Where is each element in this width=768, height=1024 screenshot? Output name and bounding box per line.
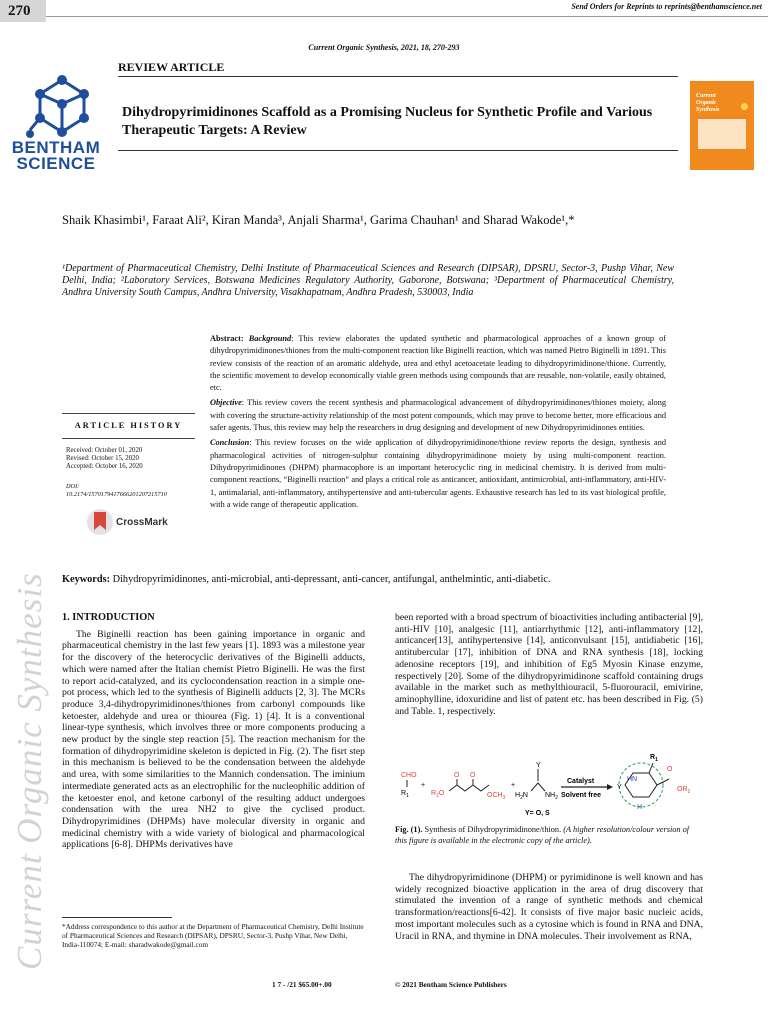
article-title: Dihydropyrimidinones Scaffold as a Promising Nucleus for Synthetic Profile and Various Therapeutic Targets: A Review — [122, 105, 653, 138]
keywords: Keywords: Dihydropyrimidinones, anti-microbial, anti-depressant, anti-cancer, antifungal, anthelmintic, anti-diabetic. — [62, 574, 551, 585]
scheme-solvent-free: Solvent free — [561, 792, 602, 799]
paragraph: The Biginelli reaction has been gaining importance in organic and pharmaceutical chemistry in the last few years [1]. 1893 was a milestone year for the discovery of the heterocyclic derivatives of the Biginelli adducts, which were named after the Italian chemist Pietro Biginelli. He was the first to report acid-catalyzed, and its cyclocondensation reaction in a simple one-pot process, which led to the synthesis of Biginelli adducts [2, 3]. The MCRs produce 3,4-dihydropyrimidinones/thiones from carbonyl compounds like ketoester, aldehyde and urea or thiourea (Fig. 1) [4]. It is a conventional linear-type synthesis, which involves three or more components producing a new product by the single step reaction [5]. The reaction mechanism for the formation of dihydropyrimidine skeleton is depicted in Fig. (2). The fisrt step in this mechanism is believed to be the condensation between the aldehyde and urea, with some similarities to the Mannich condensation. The iminium intermediate generated acts as an electrophilic for the nucleophilic addition of the ketoester enol, and ketone carbonyl of the resulting adduct undergoes condensation with the urea NH2 to give the cyclised product. Dihydropyrimidines (DHPMs) have molecular diversity in organic and medicinal chemistry with a wide variety of biological and pharmacological applications [6-8]. DHPMs derivatives have — [62, 628, 365, 851]
author-list: Shaik Khasimbi¹, Faraat Ali², Kiran Manda³, Anjali Sharma¹, Garima Chauhan¹ and Sharad Wakode¹,* — [62, 213, 575, 227]
scheme-plus: + — [421, 782, 426, 789]
paragraph: been reported with a broad spectrum of bioactivities including antibacterial [9], anti-HIV [10], analgesic [11], antiarrhythmic [12], anti-inflammatory [12], anticancer[13], antihypertensive [14], anticonvulsant [15], antidiabetic [16], antitubercular [17], inhibition of DNA and RNA synthesis [18], locking adenosine receptors [19], and inhibition of Eg5 Myosin Kinase enzyme, respectively [20]. Some of the dihydropyrimidinone scaffold containing drugs available in the market such as methylthiouracil, 5-fluorouracil, emivirine, aminophylline, idoxuridine and list of patent etc. has been described in Fig. (5) and Table. 1, respectively. — [395, 612, 703, 717]
body-column-left — [62, 612, 365, 851]
figure-caption: Fig. (1). Synthesis of Dihydropyrimidinone/thion. (A higher resolution/colour version of this figure is available in the electronic copy of the article). — [395, 825, 690, 845]
cover-badge-icon — [741, 103, 748, 110]
reprint-notice[interactable]: Send Orders for Reprints to reprints@benthamscience.net — [571, 2, 762, 11]
scheme-nh2: $NH_2$ — [545, 792, 558, 801]
reaction-scheme-figure — [395, 751, 705, 823]
scheme-y-product: Y — [617, 784, 622, 791]
scheme-cho: CHO — [401, 772, 417, 779]
scheme-catalyst: Catalyst — [567, 778, 595, 785]
page-number: 270 — [0, 0, 46, 22]
review-rule — [118, 76, 678, 77]
body-column-right-lower — [395, 872, 703, 942]
scheme-r2o: $R_2O$ — [431, 790, 445, 799]
correspondence-footnote: *Address correspondence to this author at the Department of Pharmaceutical Chemistry, Delhi Institute of Pharmaceutical Sciences and Research (DIPSAR), DPSRU, Sector-3, Pushp Vihar, New Delhi, India-110074; E-mail: sharadwakode@gmail.com — [62, 922, 364, 949]
scheme-och3: $OCH_3$ — [487, 792, 506, 801]
scheme-h: H — [637, 804, 643, 811]
scheme-r1-product: $R_1$ — [650, 754, 658, 763]
cover-image — [698, 119, 746, 149]
scheme-y-def: Y= O, S — [525, 810, 550, 817]
cover-title: Current Organic Synthesis — [696, 93, 720, 113]
scheme-or2: $OR_2$ — [677, 786, 691, 795]
price-code: 1 7 - /21 $65.00+.00 — [272, 980, 332, 989]
scheme-y: Y — [536, 762, 541, 769]
bentham-logo-icon — [22, 74, 102, 144]
history-top-rule — [62, 413, 195, 414]
footnote-rule — [62, 917, 172, 918]
crossmark-icon — [86, 506, 114, 538]
affiliations: ¹Department of Pharmaceutical Chemistry, Delhi Institute of Pharmaceutical Sciences and Research (DIPSAR), DPSRU, Sector-3, Pushp Vihar, New Delhi, India; ²Laboratory Services, Botswana Medicines Regulatory Authority, Gaborone, Botswana; ³Department of Pharmaceutical Chemistry, Andhra University South Campus, Andhra University, Visakhapatnam, Andhra Pradesh, 530003, India — [62, 263, 674, 298]
bentham-logo-text: BENTHAM SCIENCE — [11, 138, 101, 173]
title-rule — [118, 150, 678, 151]
copyright: © 2021 Bentham Science Publishers — [395, 980, 507, 989]
header-rule — [46, 16, 768, 17]
journal-citation: Current Organic Synthesis, 2021, 18, 270-293 — [308, 43, 460, 52]
scheme-hn: HN — [627, 776, 638, 783]
article-history-dates: Received: October 01, 2020 Revised: October 15, 2020 Accepted: October 16, 2020 — [66, 447, 143, 470]
journal-cover-thumbnail[interactable] — [690, 81, 754, 170]
section-heading: 1. INTRODUCTION — [62, 612, 155, 623]
article-history-title: ARTICLE HISTORY — [74, 421, 183, 430]
paragraph: The dihydropyrimidinone (DHPM) or pyrimidinone is well known and has widely recognized bioactive application in the area of drug discovery that stimulated the invention of a range of synthetic methods and chemical transformation/reactions[6-42]. It consists of five major basic nucleic acids, most important molecules such as a cytosine which is found in RNA and DNA, Uracil in RNA, and thymine in DNA molecules. Their involvement as RNA, — [395, 872, 703, 942]
scheme-plus-2: + — [511, 782, 516, 789]
crossmark-button[interactable]: CrossMark — [86, 506, 168, 538]
scheme-h2n: $H_2N$ — [515, 792, 528, 801]
scheme-o1: O — [454, 772, 460, 779]
history-bottom-rule — [62, 438, 195, 439]
scheme-o-product: O — [667, 766, 673, 773]
abstract: Abstract: Background: This review elaborates the updated synthetic and pharmacological approaches of a known group of dihydropyrimidinones/thiones from the multi-component reaction like Biginelli reaction, which was named Pietro Biginelli in 1891. This review consists of the reaction of an aromatic aldehyde, urea and ethyl acetoacetate leading to dihydropyrimidinone/thione. Currently, the scientific movement to develop economically viable green methods using compounds that are reusable, non-volatile, easily obtained, etc. Objective: This review covers the recent synthesis and pharmacological advancement of dihydropyrimidinones/thiones moiety, along with covering the structure-activity relationship of the most potent compounds, which may prove to become better, more efficacious and safer agents. Thus, this review may help the researchers in drug designing and development of new Dihydropyrimidinones entities. Conclusion: This review focuses on the wide application of dihydropyrimidinone/thione review reports the design, synthesis and pharmacological activities of nitrogen-sulphur containing dihydropyrimidinone moiety by using multi-component reaction. Dihydropyrimidinones (DHPM) pharmacophore is an important heterocyclic ring in medicinal chemistry. It is derived from multi-component reactions, “Biginelli reaction” and plays a critical role as anticancer, antioxidant, antimicrobial, anti-inflammatory, anti-HIV-1, antimalarial, anti-inflammatory, antihypertensive and anti-tubercular agents. Exhaustive research has led to its vast biological profile, with a wide range of therapeutic application. — [210, 334, 666, 509]
scheme-r1: $R_1$ — [401, 790, 409, 799]
scheme-o2: O — [470, 772, 476, 779]
review-label: REVIEW ARTICLE — [118, 60, 225, 74]
doi[interactable]: DOI: 10.2174/1570179417666201207215710 — [66, 483, 167, 498]
body-column-right — [395, 612, 703, 717]
